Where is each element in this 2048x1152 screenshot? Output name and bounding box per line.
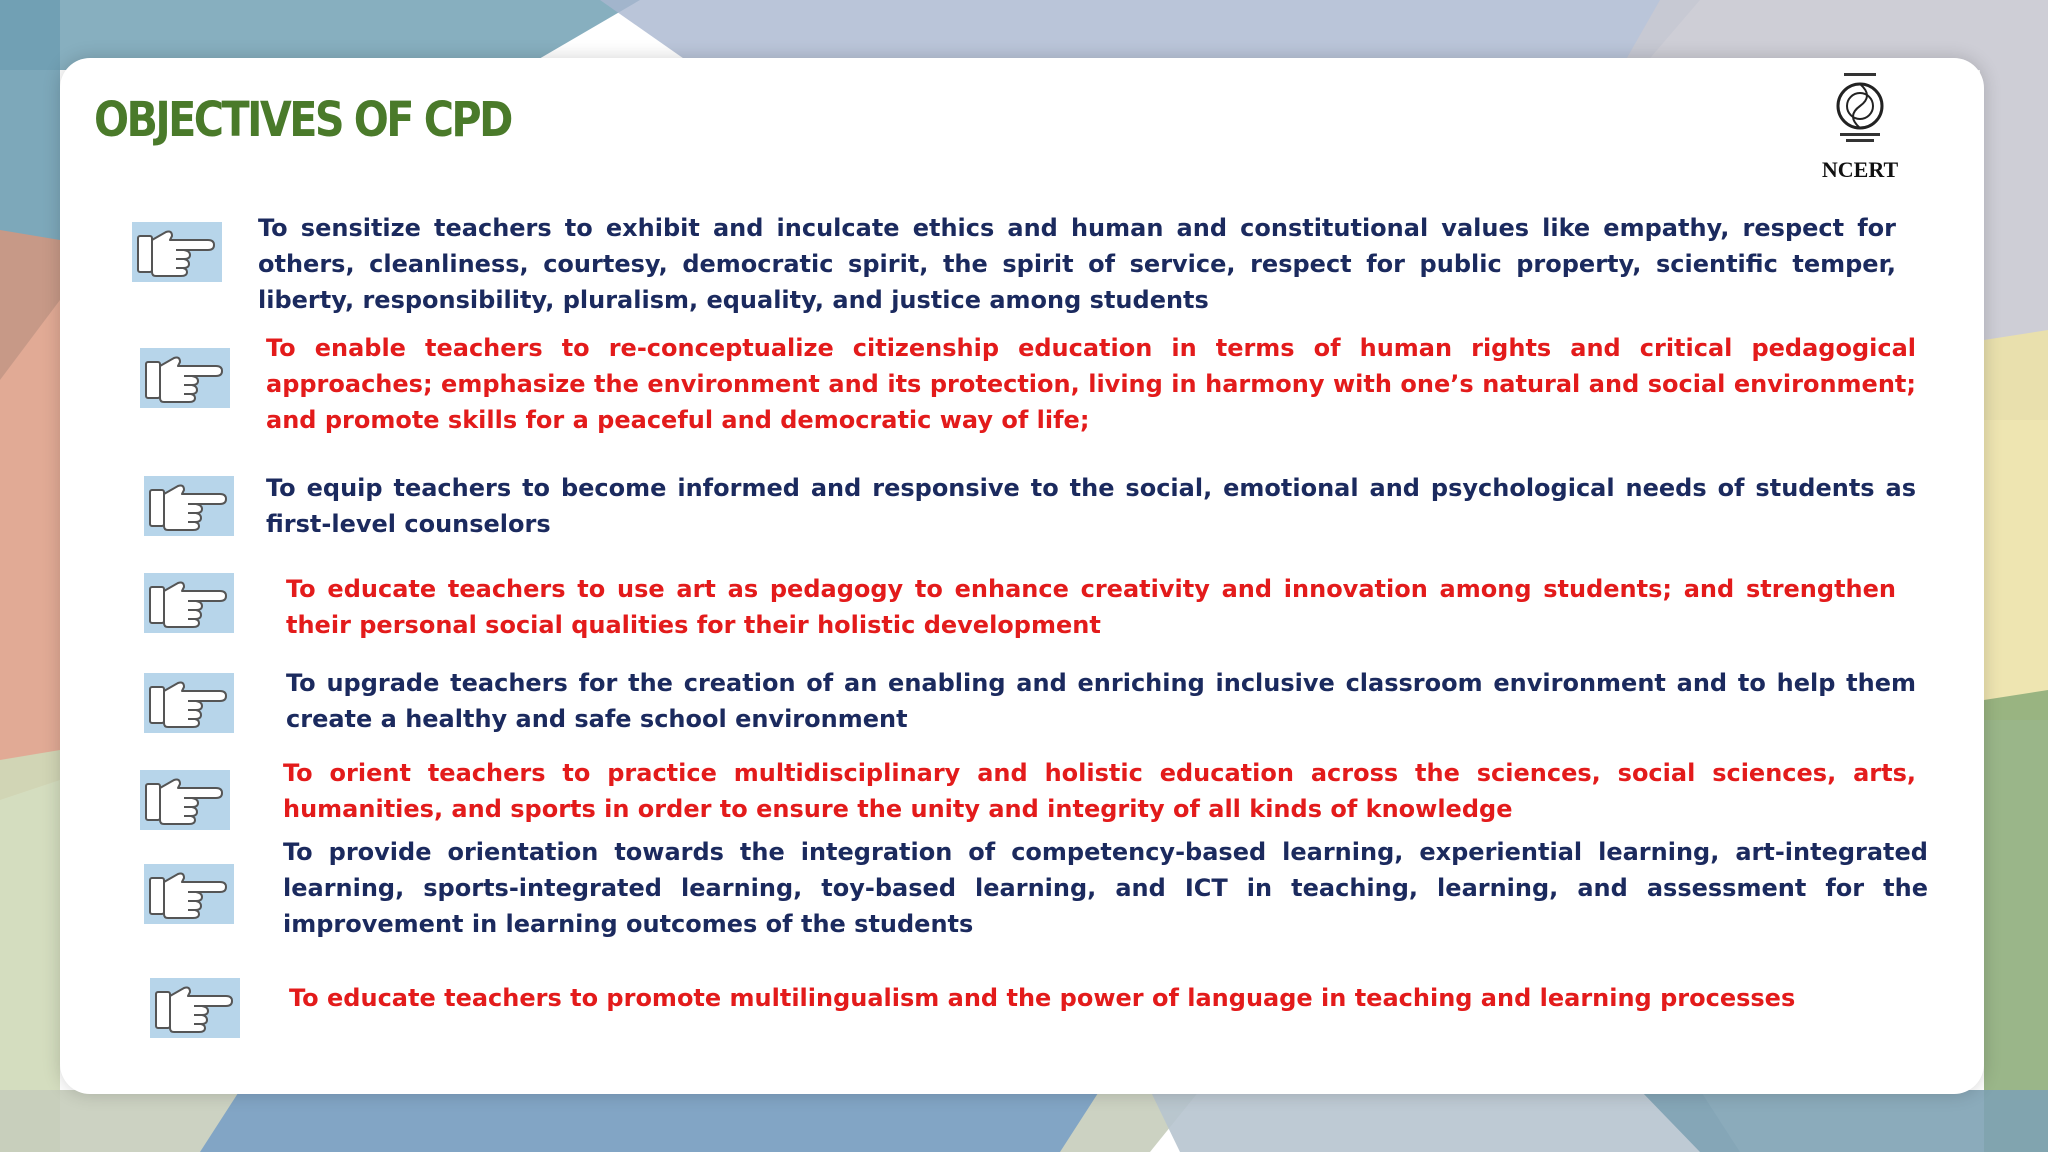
objective-text: To equip teachers to become informed and responsive to the social, emotional and psychological needs of students as first-level counselors <box>266 474 1916 538</box>
pointing-hand-icon <box>140 348 230 408</box>
ncert-logo-text: NCERT <box>1821 157 1899 182</box>
objective-text: To sensitize teachers to exhibit and inculcate ethics and human and constitutional values like empathy, respect for others, cleanliness, courtesy, democratic spirit, the spirit of service, respect for public property, scientific temper, liberty, responsibility, pluralism, equality, and justice among students <box>258 214 1896 314</box>
pointing-hand-icon <box>140 770 230 830</box>
pointing-hand-icon <box>132 222 222 282</box>
objective-text: To enable teachers to re-conceptualize citizenship education in terms of human rights and critical pedagogical approaches; emphasize the environment and its protection, living in harmony with one’s natural and social environment; and promote skills for a peaceful and democratic way of life; <box>266 334 1916 434</box>
objective-text: To educate teachers to use art as pedagogy to enhance creativity and innovation among students; and strengthen their personal social qualities for their holistic development <box>286 575 1896 639</box>
ncert-logo <box>1800 70 1920 185</box>
objective-text: To educate teachers to promote multilingualism and the power of language in teaching and learning processes <box>289 984 1796 1012</box>
ncert-emblem-icon <box>1830 70 1890 155</box>
objective-text: To upgrade teachers for the creation of an enabling and enriching inclusive classroom environment and to help them create a healthy and safe school environment <box>286 669 1916 733</box>
pointing-hand-icon <box>150 978 240 1038</box>
slide-title: OBJECTIVES OF CPD <box>94 92 511 148</box>
pointing-hand-icon <box>144 864 234 924</box>
pointing-hand-icon <box>144 476 234 536</box>
objective-text: To provide orientation towards the integration of competency-based learning, experiential learning, art-integrated learning, sports-integrated learning, toy-based learning, and ICT in teaching, learning, and assessment for the improvement in learning outcomes of the students <box>283 838 1928 938</box>
objective-text: To orient teachers to practice multidisciplinary and holistic education across the sciences, social sciences, arts, humanities, and sports in order to ensure the unity and integrity of all kinds of knowledge <box>283 759 1916 823</box>
pointing-hand-icon <box>144 673 234 733</box>
pointing-hand-icon <box>144 573 234 633</box>
